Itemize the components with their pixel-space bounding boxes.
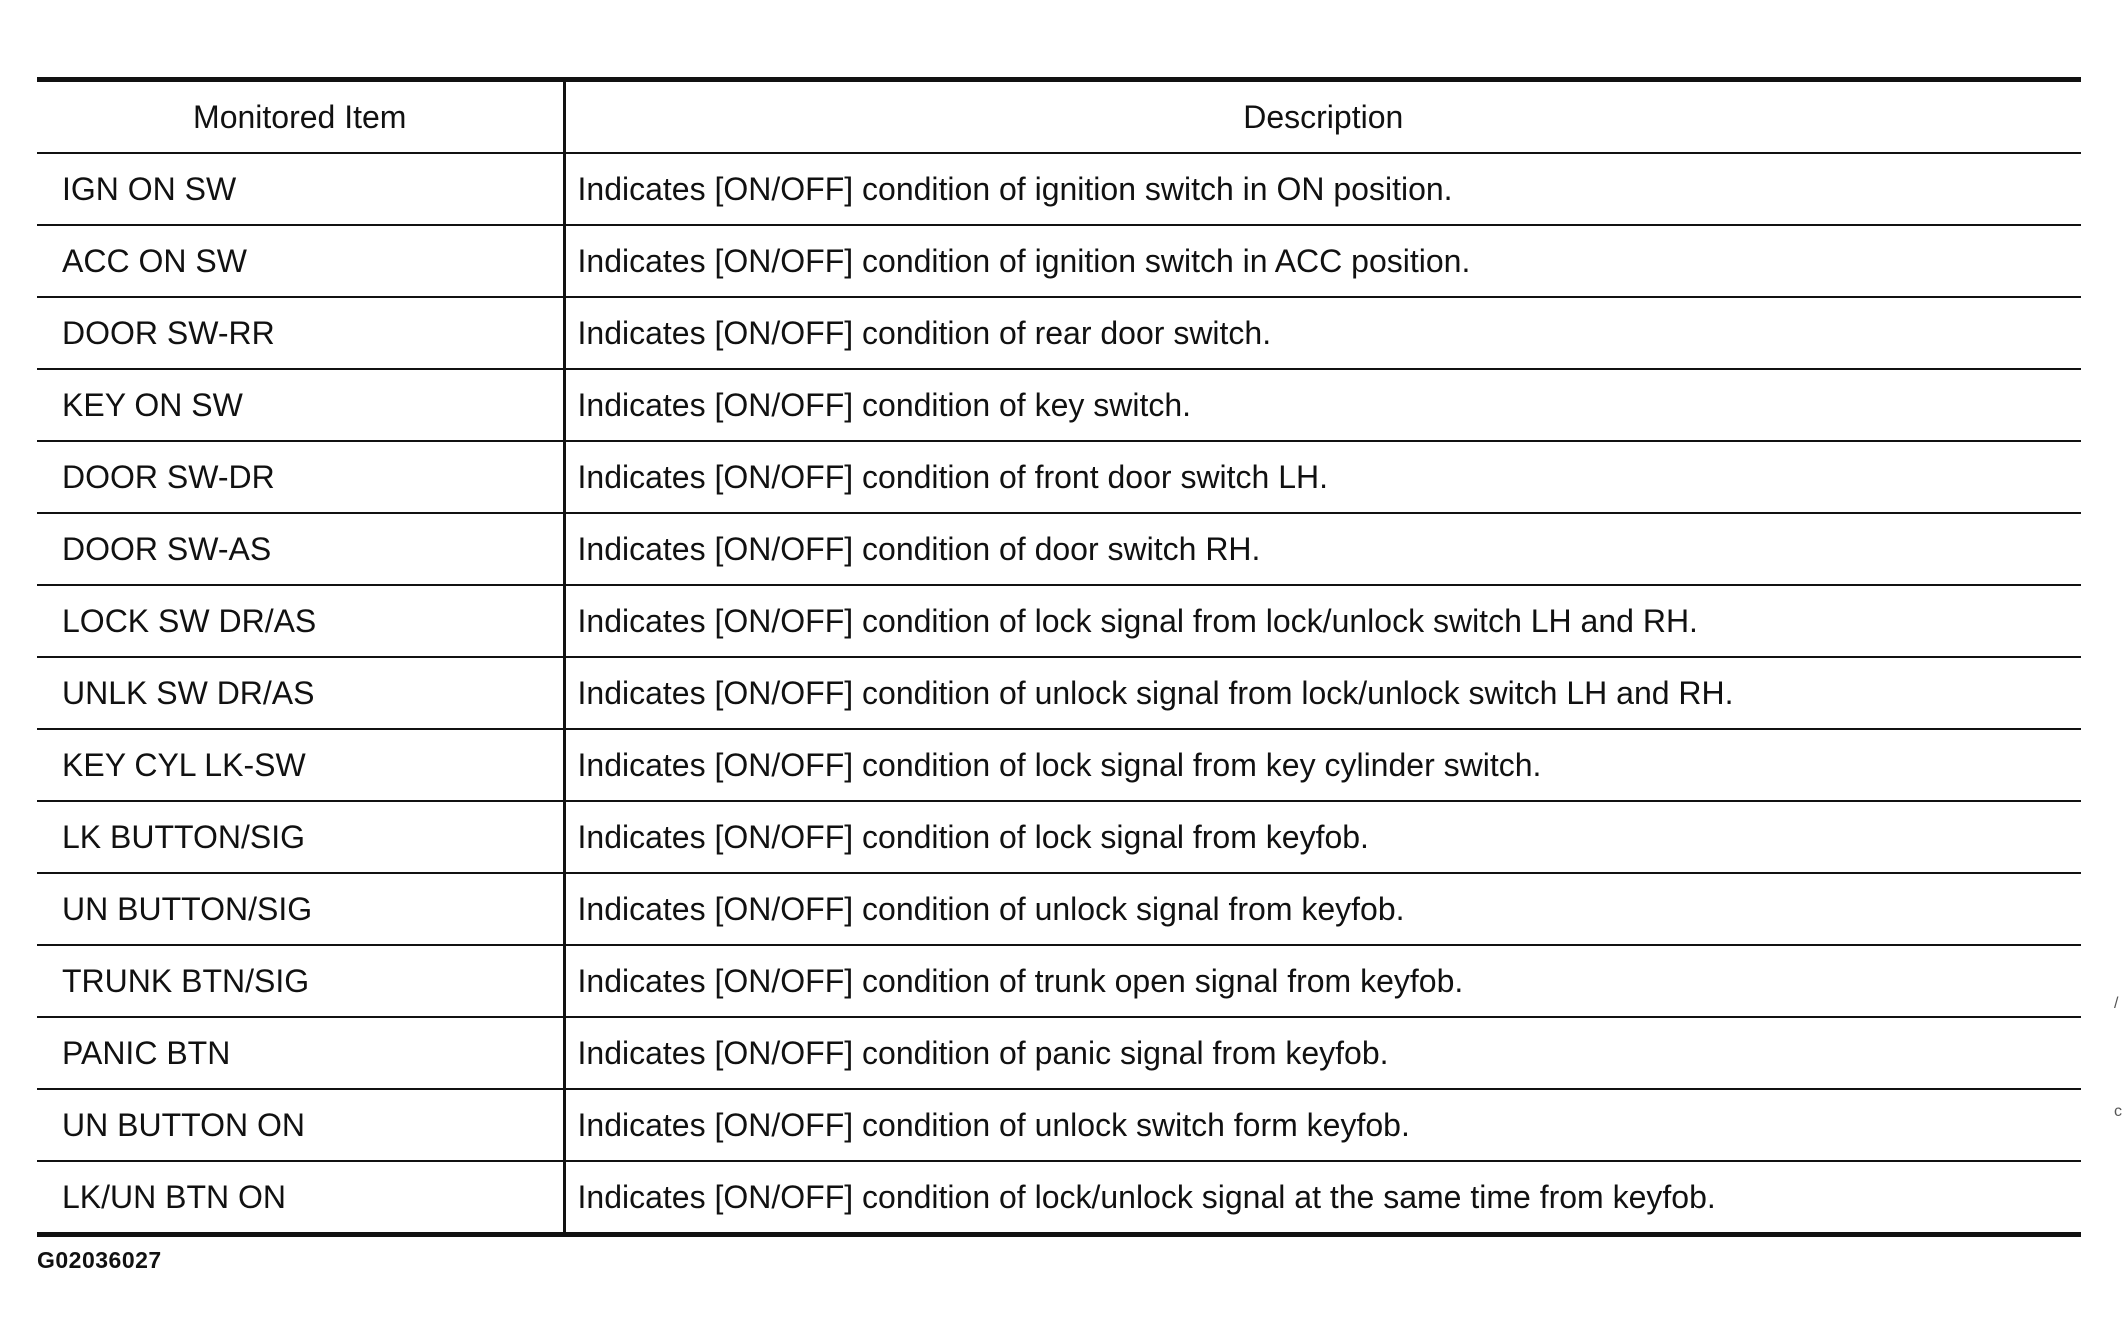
monitored-item-cell: LK/UN BTN ON: [37, 1161, 564, 1235]
monitored-item-cell: DOOR SW-DR: [37, 441, 564, 513]
edge-mark: c: [2114, 1103, 2122, 1120]
description-cell: Indicates [ON/OFF] condition of rear door switch.: [564, 297, 2081, 369]
description-cell: Indicates [ON/OFF] condition of lock/unlock signal at the same time from keyfob.: [564, 1161, 2081, 1235]
monitored-item-cell: IGN ON SW: [37, 153, 564, 225]
figure-id: G02036027: [37, 1247, 162, 1273]
table-row: [37, 585, 2081, 657]
table-row: [37, 1161, 2081, 1235]
description-cell: Indicates [ON/OFF] condition of lock signal from lock/unlock switch LH and RH.: [564, 585, 2081, 657]
monitored-item-cell: PANIC BTN: [37, 1017, 564, 1089]
monitored-item-cell: ACC ON SW: [37, 225, 564, 297]
monitored-item-cell: TRUNK BTN/SIG: [37, 945, 564, 1017]
description-cell: Indicates [ON/OFF] condition of unlock switch form keyfob.: [564, 1089, 2081, 1161]
header-monitored-item: Monitored Item: [37, 80, 564, 154]
monitored-items-table: [37, 77, 2081, 1237]
monitored-item-cell: KEY CYL LK-SW: [37, 729, 564, 801]
table-row: [37, 1089, 2081, 1161]
monitored-item-cell: LOCK SW DR/AS: [37, 585, 564, 657]
monitored-item-cell: UNLK SW DR/AS: [37, 657, 564, 729]
table-row: [37, 729, 2081, 801]
table-row: [37, 657, 2081, 729]
table-row: [37, 369, 2081, 441]
description-cell: Indicates [ON/OFF] condition of key switch.: [564, 369, 2081, 441]
monitored-item-cell: DOOR SW-AS: [37, 513, 564, 585]
table-row: [37, 873, 2081, 945]
description-cell: Indicates [ON/OFF] condition of panic signal from keyfob.: [564, 1017, 2081, 1089]
description-cell: Indicates [ON/OFF] condition of trunk open signal from keyfob.: [564, 945, 2081, 1017]
monitored-item-cell: UN BUTTON ON: [37, 1089, 564, 1161]
monitored-item-cell: DOOR SW-RR: [37, 297, 564, 369]
monitored-item-cell: KEY ON SW: [37, 369, 564, 441]
description-cell: Indicates [ON/OFF] condition of unlock signal from lock/unlock switch LH and RH.: [564, 657, 2081, 729]
table-row: [37, 801, 2081, 873]
description-cell: Indicates [ON/OFF] condition of unlock signal from keyfob.: [564, 873, 2081, 945]
table-row: [37, 1017, 2081, 1089]
monitored-items-table-wrapper: [37, 77, 2081, 1237]
description-cell: Indicates [ON/OFF] condition of lock signal from key cylinder switch.: [564, 729, 2081, 801]
monitored-item-cell: UN BUTTON/SIG: [37, 873, 564, 945]
description-cell: Indicates [ON/OFF] condition of door switch RH.: [564, 513, 2081, 585]
description-cell: Indicates [ON/OFF] condition of front door switch LH.: [564, 441, 2081, 513]
monitored-item-cell: LK BUTTON/SIG: [37, 801, 564, 873]
table-row: [37, 945, 2081, 1017]
table-row: [37, 153, 2081, 225]
description-cell: Indicates [ON/OFF] condition of lock signal from keyfob.: [564, 801, 2081, 873]
table-row: [37, 297, 2081, 369]
header-description: Description: [564, 80, 2081, 154]
description-cell: Indicates [ON/OFF] condition of ignition switch in ACC position.: [564, 225, 2081, 297]
description-cell: Indicates [ON/OFF] condition of ignition switch in ON position.: [564, 153, 2081, 225]
table-header-row: [37, 80, 2081, 154]
table-row: [37, 225, 2081, 297]
edge-mark: /: [2114, 995, 2119, 1012]
table-row: [37, 513, 2081, 585]
table-row: [37, 441, 2081, 513]
